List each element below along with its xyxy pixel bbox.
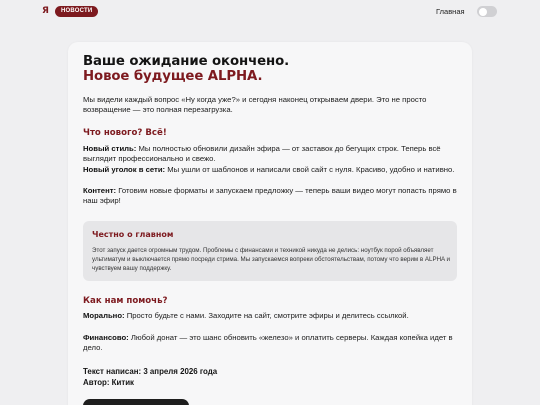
help-heading: Как нам помочь? bbox=[83, 296, 168, 306]
list-item bbox=[83, 186, 463, 207]
intro-paragraph: Мы видели каждый вопрос «Ну когда уже?» и сегодня наконец открываем двери. Это не просто возвращение — это полная перезагрузка. bbox=[83, 95, 427, 115]
article-meta bbox=[83, 367, 383, 388]
item-text: Мы ушли от шаблонов и написали свой сайт с нуля. Красиво, удобно и нативно. bbox=[167, 165, 455, 174]
item-text: Мы полностью обновили дизайн эфира — от заставок до бегущих строк. Теперь всё выглядит профессионально и свежо. bbox=[83, 144, 441, 164]
item-text: Любой донат — это шанс обновить «железо» и оплатить серверы. Каждая копейка идет в дело. bbox=[83, 333, 453, 353]
list-item bbox=[83, 144, 463, 165]
item-label: Новый уголок в сети: bbox=[83, 165, 166, 174]
list-item bbox=[83, 333, 463, 354]
article-title bbox=[83, 55, 463, 84]
item-text: Готовим новые форматы и запускаем предложку — теперь ваши видео могут попасть прямо в наш эфир! bbox=[83, 186, 457, 206]
item-label: Контент: bbox=[83, 186, 117, 195]
list-item bbox=[83, 311, 463, 321]
toggle-knob bbox=[479, 8, 487, 16]
whats-new-heading: Что нового? Всё! bbox=[83, 128, 167, 138]
item-label: Морально: bbox=[83, 311, 125, 320]
item-label: Финансово: bbox=[83, 333, 129, 342]
title-line-2: Новое будущее ALPHA. bbox=[83, 68, 263, 84]
home-link[interactable]: Главная bbox=[436, 7, 465, 16]
item-label: Новый стиль: bbox=[83, 144, 137, 153]
logo[interactable]: Я bbox=[42, 6, 49, 16]
action-button[interactable] bbox=[83, 399, 189, 405]
note-title: Честно о главном bbox=[92, 230, 174, 239]
honest-note bbox=[83, 221, 457, 281]
written-date: Текст написан: 3 апреля 2026 года bbox=[83, 367, 218, 376]
news-badge[interactable]: НОВОСТИ bbox=[55, 6, 98, 17]
list-item bbox=[83, 165, 463, 175]
note-text: Этот запуск дается огромным трудом. Проблемы с финансами и техникой никуда не делись: ноутбук порой объявляет ультиматум и выключается прямо посреди стрима. Мы запускаемся вопреки обстоятельствам, потому что верим в ALPHA и чувствуем вашу поддержку. bbox=[92, 247, 451, 273]
theme-toggle[interactable] bbox=[477, 6, 497, 17]
title-line-1: Ваше ожидание окончено. bbox=[83, 54, 290, 69]
top-bar bbox=[0, 0, 540, 24]
author: Автор: Китик bbox=[83, 377, 134, 387]
item-text: Просто будьте с нами. Заходите на сайт, смотрите эфиры и делитесь ссылкой. bbox=[126, 311, 409, 320]
